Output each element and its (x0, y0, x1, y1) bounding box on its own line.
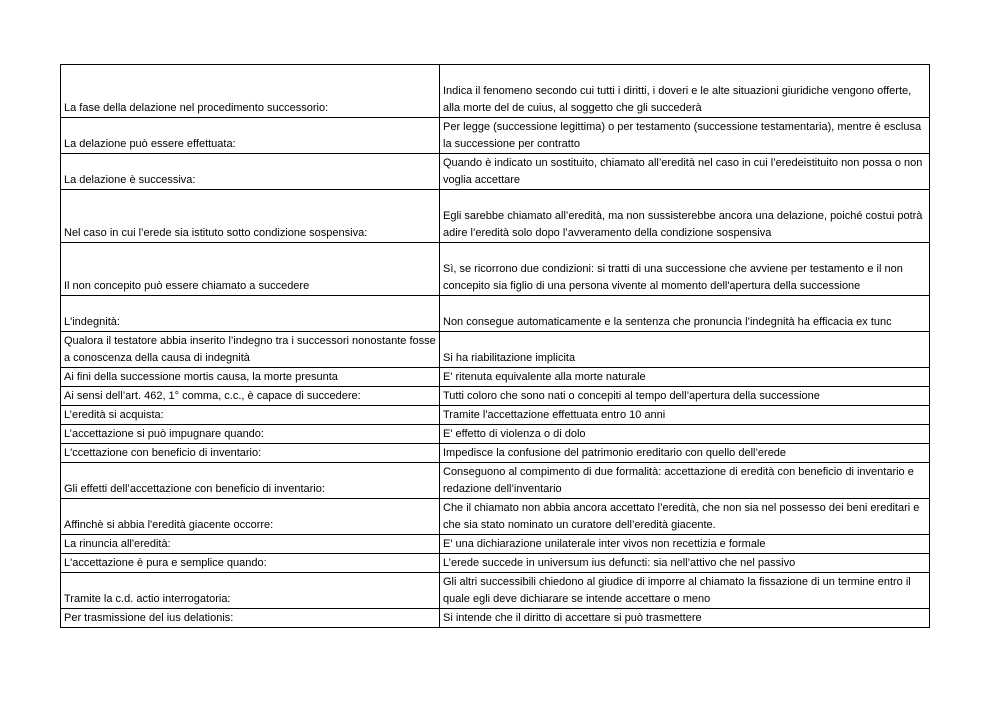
question-cell: Tramite la c.d. actio interrogatoria: (61, 573, 440, 609)
answer-cell: Che il chiamato non abbia ancora accettato l’eredità, che non sia nel possesso dei beni ereditari e che sia stato nominato un curatore dell’eredità giacente. (440, 499, 930, 535)
question-cell: Ai sensi dell’art. 462, 1° comma, c.c., è capace di succedere: (61, 387, 440, 406)
question-cell: Il non concepito può essere chiamato a succedere (61, 243, 440, 296)
table-row (61, 425, 930, 444)
question-cell: La fase della delazione nel procedimento successorio: (61, 65, 440, 118)
table-row (61, 609, 930, 628)
table-row (61, 535, 930, 554)
answer-cell: Impedisce la confusione del patrimonio ereditario con quello dell’erede (440, 444, 930, 463)
answer-cell: Sì, se ricorrono due condizioni: si tratti di una successione che avviene per testamento e il non concepito sia figlio di una persona vivente al momento dell'apertura della successione (440, 243, 930, 296)
table-row (61, 154, 930, 190)
qa-table (60, 64, 930, 628)
table-row (61, 573, 930, 609)
question-cell: La delazione può essere effettuata: (61, 118, 440, 154)
answer-cell: L’erede succede in universum ius defuncti: sia nell’attivo che nel passivo (440, 554, 930, 573)
answer-cell: E' ritenuta equivalente alla morte naturale (440, 368, 930, 387)
answer-cell: Indica il fenomeno secondo cui tutti i diritti, i doveri e le alte situazioni giuridiche vengono offerte, alla morte del de cuius, al soggetto che gli succederà (440, 65, 930, 118)
question-cell: Gli effetti dell’accettazione con beneficio di inventario: (61, 463, 440, 499)
table-row (61, 444, 930, 463)
answer-cell: Quando è indicato un sostituito, chiamato all’eredità nel caso in cui l’eredeistituito non possa o non voglia accettare (440, 154, 930, 190)
table-row (61, 190, 930, 243)
table-row (61, 463, 930, 499)
question-cell: L’eredità si acquista: (61, 406, 440, 425)
question-cell: La delazione è successiva: (61, 154, 440, 190)
answer-cell: Tutti coloro che sono nati o concepiti al tempo dell’apertura della successione (440, 387, 930, 406)
question-cell: L'ccettazione con beneficio di inventario: (61, 444, 440, 463)
question-cell: Per trasmissione del ius delationis: (61, 609, 440, 628)
answer-cell: Egli sarebbe chiamato all’eredità, ma non sussisterebbe ancora una delazione, poiché costui potrà adire l’eredità solo dopo l’avveramento della condizione sospensiva (440, 190, 930, 243)
question-cell: Ai fini della successione mortis causa, la morte presunta (61, 368, 440, 387)
question-cell: Nel caso in cui l’erede sia istituto sotto condizione sospensiva: (61, 190, 440, 243)
question-cell: L'accettazione è pura e semplice quando: (61, 554, 440, 573)
answer-cell: Non consegue automaticamente e la sentenza che pronuncia l’indegnità ha efficacia ex tunc (440, 296, 930, 332)
table-row (61, 65, 930, 118)
answer-cell: E' una dichiarazione unilaterale inter vivos non recettizia e formale (440, 535, 930, 554)
table-row (61, 332, 930, 368)
answer-cell: E' effetto di violenza o di dolo (440, 425, 930, 444)
question-cell: L'indegnità: (61, 296, 440, 332)
answer-cell: Si ha riabilitazione implicita (440, 332, 930, 368)
table-row (61, 387, 930, 406)
table-row (61, 118, 930, 154)
answer-cell: Gli altri successibili chiedono al giudice di imporre al chiamato la fissazione di un termine entro il quale egli deve dichiarare se intende accettare o meno (440, 573, 930, 609)
table-row (61, 243, 930, 296)
answer-cell: Per legge (successione legittima) o per testamento (successione testamentaria), mentre è esclusa la successione per contratto (440, 118, 930, 154)
answer-cell: Conseguono al compimento di due formalità: accettazione di eredità con beneficio di inventario e redazione dell’inventario (440, 463, 930, 499)
answer-cell: Si intende che il diritto di accettare si può trasmettere (440, 609, 930, 628)
table-row (61, 296, 930, 332)
question-cell: L’accettazione si può impugnare quando: (61, 425, 440, 444)
table-row (61, 554, 930, 573)
answer-cell: Tramite l'accettazione effettuata entro 10 anni (440, 406, 930, 425)
table-row (61, 499, 930, 535)
table-row (61, 368, 930, 387)
question-cell: Qualora il testatore abbia inserito l’indegno tra i successori nonostante fosse a conoscenza della causa di indegnità (61, 332, 440, 368)
question-cell: Affinchè si abbia l'eredità giacente occorre: (61, 499, 440, 535)
table-row (61, 406, 930, 425)
question-cell: La rinuncia all'eredità: (61, 535, 440, 554)
